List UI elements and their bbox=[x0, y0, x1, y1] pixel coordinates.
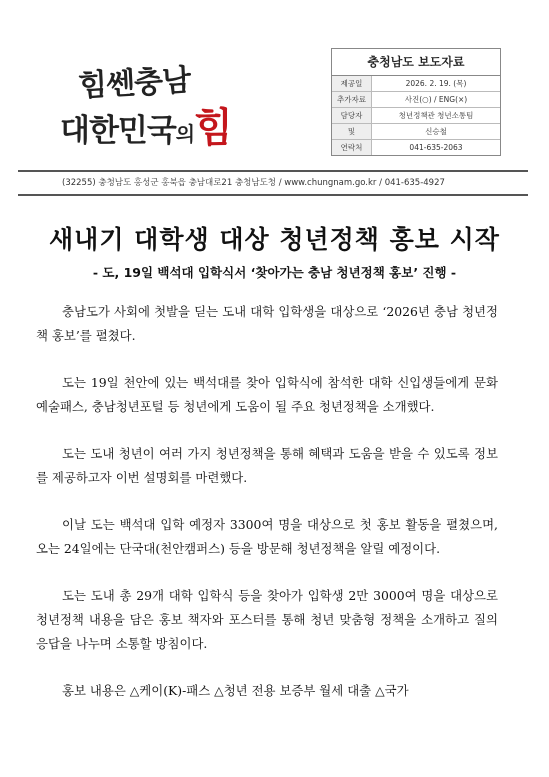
info-row-attachments bbox=[332, 92, 500, 108]
article-paragraph: 도는 도내 총 29개 대학 입학식 등을 찾아가 입학생 2만 3000여 명을 대상으로 청년정책 내용을 담은 홍보 책자와 포스터를 통해 청년 맞춤형 정책을 소개하고 질의응답을 나누며 소통할 방침이다. bbox=[36, 588, 502, 651]
info-row-department bbox=[332, 108, 500, 124]
info-row-date bbox=[332, 76, 500, 92]
info-value: 청년정책관 청년소통팀 bbox=[398, 111, 474, 120]
info-row-phone bbox=[332, 140, 500, 155]
info-label: 및 bbox=[332, 124, 372, 139]
article-paragraph: 도는 도내 청년이 여러 가지 청년정책을 통해 혜택과 도움을 받을 수 있도록 정보를 제공하고자 이번 설명회를 마련했다. bbox=[36, 446, 498, 485]
info-label: 제공일 bbox=[332, 76, 372, 91]
article-paragraph: 도는 19일 천안에 있는 백석대를 찾아 입학식에 참석한 대학 신입생들에게 문화예술패스, 충남청년포털 등 청년에게 도움이 될 주요 청년정책을 소개했다. bbox=[36, 375, 498, 414]
logo-slogan-part-b: 의 bbox=[175, 122, 195, 146]
article-paragraph: 충남도가 사회에 첫발을 딛는 도내 대학 입학생을 대상으로 ‘2026년 충남 청년정책 홍보’를 펼쳤다. bbox=[36, 304, 498, 343]
info-label: 연락처 bbox=[332, 140, 372, 155]
article-body bbox=[36, 300, 502, 703]
info-label: 추가자료 bbox=[332, 92, 372, 107]
logo-slogan-part-c: 힘 bbox=[194, 104, 232, 151]
info-label: 담당자 bbox=[332, 108, 372, 123]
press-release-header: 충청남도 보도자료 bbox=[332, 49, 500, 76]
info-value: 041-635-2063 bbox=[409, 143, 463, 152]
info-value: 2026. 2. 19. (목) bbox=[405, 79, 467, 88]
article-paragraph: 이날 도는 백석대 입학 예정자 3300여 명을 대상으로 첫 홍보 활동을 펼쳤으며, 오는 24일에는 단국대(천안캠퍼스) 등을 방문해 청년정책을 알릴 예정이다. bbox=[36, 517, 502, 556]
page-subtitle: - 도, 19일 백석대 입학식서 ‘찾아가는 충남 청년정책 홍보’ 진행 - bbox=[92, 265, 457, 280]
logo-slogan-part-a: 대한민국 bbox=[60, 113, 176, 149]
logo-slogan-line2 bbox=[60, 96, 232, 153]
article-paragraph: 홍보 내용은 △케이(K)-패스 △청년 전용 보증부 월세 대출 △국가 bbox=[62, 683, 409, 698]
info-row-contact-person bbox=[332, 124, 500, 140]
logo-slogan-line1: 힘쎈충남 bbox=[77, 63, 191, 104]
address-bar bbox=[18, 170, 528, 196]
info-value: 신승철 bbox=[425, 127, 447, 136]
address-text: (32255) 충청남도 홍성군 홍북읍 충남대로21 충청남도청 / www.chungnam.go.kr / 041-635-4927 bbox=[62, 178, 445, 188]
page-title: 새내기 대학생 대상 청년정책 홍보 시작 bbox=[49, 225, 500, 254]
chungnam-logo bbox=[60, 58, 250, 151]
info-value: 사진(○) / ENG(×) bbox=[404, 95, 468, 104]
press-release-info-box bbox=[331, 48, 501, 156]
